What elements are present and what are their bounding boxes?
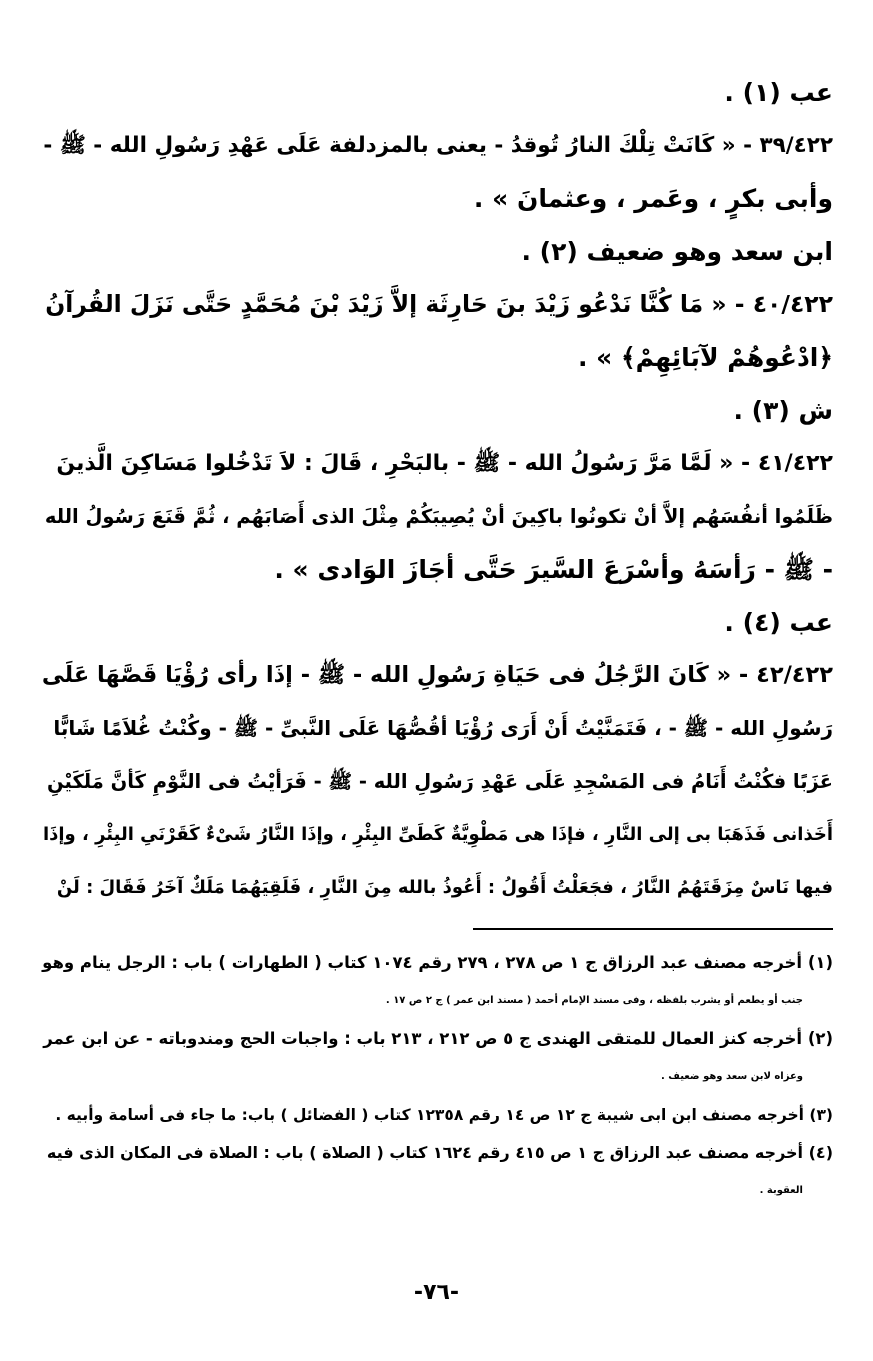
hadith-40: ٤٠/٤٢٢ - « مَا كُنَّا نَدْعُو زَيْدَ بنَ حَارِثَة إلاَّ زَيْدَ بْنَ مُحَمَّدٍ حَتَّى نَزَلَ القُرآنُ — [45, 290, 833, 318]
text-line: عب (١) . — [724, 78, 833, 107]
footnote-4-continued: العقوبة . — [759, 1185, 803, 1196]
footnote-4: (٤) أخرجه مصنف عبد الرزاق ج ١ ص ٤١٥ رقم ١٦٢٤ كتاب ( الصلاة ) باب : الصلاة فى المكان الذى فيه — [46, 1143, 833, 1162]
text-line: ش (٣) . — [733, 396, 833, 425]
hadith-41: ٤١/٤٢٢ - « لَمَّا مَرَّ رَسُولُ الله - ﷺ - بالبَحْرِ ، قَالَ : لاَ تَدْخُلوا مَسَاكِنَ الَّذينَ — [56, 451, 833, 476]
footnote-1-continued: جنب أو يطعم أو يشرب بلفظه ، وفى مسند الإمام أحمد ( مسند ابن عمر ) ج ٢ ص ١٧ . — [385, 995, 803, 1006]
text-line: ظَلَمُوا أنفُسَهُم إلاَّ أنْ تكونُوا باكِينَ أنْ يُصِيبَكُمْ مِثْلَ الذى أَصَابَهُم ، ثُمَّ قَنَعَ رَسُولُ الله — [44, 505, 833, 528]
footnote-1: (١) أخرجه مصنف عبد الرزاق ج ١ ص ٢٧٨ ، ٢٧٩ رقم ١٠٧٤ كتاب ( الطهارات ) باب : الرجل ينام وهو — [42, 953, 833, 972]
text-line: عب (٤) . — [724, 608, 833, 637]
footnote-divider — [473, 928, 833, 930]
text-line: فيها نَاسٌ مِزَقَتَهُمُ النَّارُ ، فجَعَلْتُ أَقُولُ : أَعُوذُ بالله مِنَ النَّارِ ، فَلَقِيَهُمَا مَلَكٌ آخَرُ فَقَالَ : لَنْ — [56, 877, 833, 898]
footnote-2: (٢) أخرجه كنز العمال للمتقى الهندى ج ٥ ص ٢١٢ ، ٢١٣ باب : واجبات الحج ومندوباته - عن ابن عمر — [43, 1029, 833, 1048]
hadith-39: ٣٩/٤٢٢ - « كَانَتْ تِلْكَ النارُ تُوقدُ - يعنى بالمزدلفة عَلَى عَهْدِ رَسُولِ الله - ﷺ - — [43, 133, 833, 158]
text-line: أَخَذانى فَذَهَبَا بى إلى النَّارِ ، فإذَا هى مَطْوِيَّةٌ كَطَىِّ البِئْرِ ، وإذَا النَّارُ شَىْءٌ كَقَرْنَىِ البِئْرِ ، وإذَا — [42, 824, 833, 845]
text-line: عَزَبًا فكُنْتُ أَنَامُ فى المَسْجِدِ عَلَى عَهْدِ رَسُولِ الله - ﷺ - فَرَأيْتُ فى النَّوْمِ كَأنَّ مَلَكَيْنِ — [46, 770, 833, 793]
footnotes — [40, 944, 833, 1210]
text-line: رَسُولِ الله - ﷺ - ، فَتَمَنَّيْتُ أَنْ أَرَى رُؤْيَا أقُصُّهَا عَلَى النَّبىِّ - ﷺ - وكُنْتُ غُلاَمًا شَابًّا — [53, 716, 833, 740]
text-line: ابن سعد وهو ضعيف (٢) . — [521, 237, 833, 266]
main-text — [40, 66, 833, 914]
footnote-3: (٣) أخرجه مصنف ابن ابى شيبة ج ١٢ ص ١٤ رقم ١٢٣٥٨ كتاب ( الفضائل ) باب: ما جاء فى أسامة وأبيه . — [55, 1106, 833, 1124]
footnote-2-continued: وعزاه لابن سعد وهو ضعيف . — [661, 1071, 803, 1082]
text-line: وأبى بكرٍ ، وعَمر ، وعثمانَ » . — [473, 184, 833, 213]
text-line: ﴿ادْعُوهُمْ لآبَائِهِمْ﴾ » . — [577, 343, 833, 372]
hadith-42: ٤٢/٤٢٢ - « كَانَ الرَّجُلُ فى حَيَاةِ رَسُولِ الله - ﷺ - إذَا رأى رُؤْيَا قَصَّهَا عَلَى — [41, 662, 833, 688]
page-number: -٧٦- — [413, 1280, 460, 1305]
text-line: - ﷺ - رَأسَهُ وأسْرَعَ السَّيرَ حَتَّى أجَازَ الوَادى » . — [274, 555, 833, 584]
